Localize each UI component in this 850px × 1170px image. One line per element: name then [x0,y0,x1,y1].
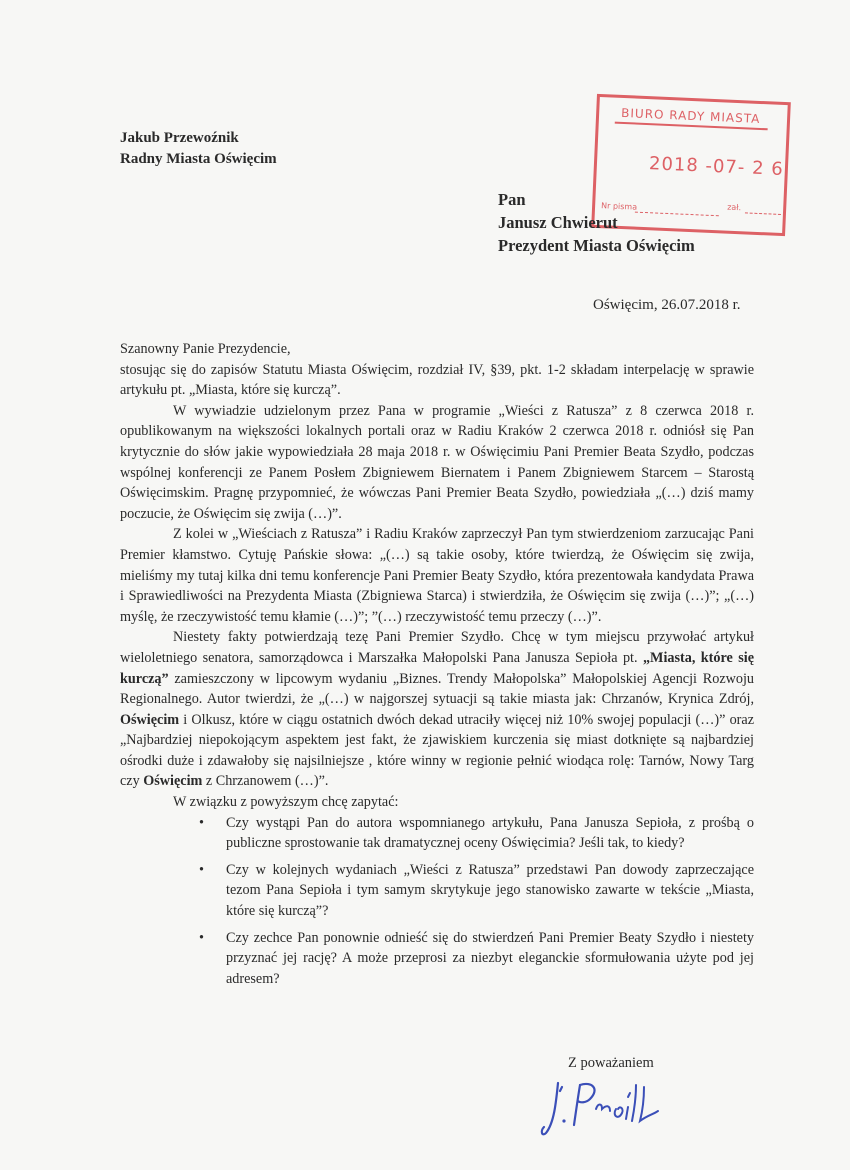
city-name-bold: Oświęcim [143,773,203,790]
stamp-zal-label: zał. [727,202,742,213]
place-date: Oświęcim, 26.07.2018 r. [593,297,741,313]
sender-block [120,128,277,170]
paragraph-4-part-a: Niestety fakty potwierdzają tezę Pani Premier Szydło. Chcę w tym miejscu przywołać artykuł wieloletniego senatora, samorządowca i Marszałka Małopolski Pana Janusza Sepioła pt. [120,629,754,666]
questions-list [120,813,754,990]
recipient-salutation: Pan [498,190,526,209]
city-name-bold: Oświęcim [120,711,180,728]
stamp-nr-label: Nr pisma [600,201,638,212]
closing: Z poważaniem [568,1055,654,1071]
article-title-bold: „Miasta, które się kurczą” [120,649,754,687]
paragraph-1: stosując się do zapisów Statutu Miasta Oświęcim, rozdział IV, §39, pkt. 1-2 składam interpelację w sprawie artykułu pt. „Miasta, które się kurczą”. [120,361,754,399]
paragraph-4-part-d: z Chrzanowem (…)”. [202,773,329,790]
question-item: • Czy w kolejnych wydaniach „Wieści z Ratusza” przedstawi Pan dowody zaprzeczające tezom Pana Sepioła i tym samym skrytykuje jego stanowisko zawarte w tekście „Miasta, które się kurczą”? [226,860,754,922]
paragraph-2: W wywiadzie udzielonym przez Pana w programie „Wieści z Ratusza” z 8 czerwca 2018 r. opublikowanym na większości lokalnych portali oraz w Radiu Kraków 2 czerwca 2018 r. odniósł się Pan krytycznie do słów jakie wypowiedziała 28 maja 2018 r. w Oświęcimiu Pani Premier Beata Szydło, podczas wspólnej konferencji ze Panem Posłem Zbigniewem Biernatem i Panem Zbigniewem Starcem – Starostą Oświęcimskim. Pragnę przypomnieć, że wówczas Pani Premier Beata Szydło, powiedziała „(…) dziś mamy poczucie, że Oświęcim się zwija (…)”. [120,402,754,522]
question-item: • Czy zechce Pan ponownie odnieść się do stwierdzeń Pani Premier Beaty Szydło i niestety przyznać jej rację? A może przeprosi za niezbyt eleganckie sformułowania użyte pod jej adresem? [226,928,754,990]
recipient-block [498,188,695,257]
greeting: Szanowny Panie Prezydencie, [120,341,291,357]
letter-body [120,339,754,995]
stamp-title: BIURO RADY MIASTA [620,105,761,126]
handwritten-signature [540,1075,690,1150]
paragraph-4-part-b: zamieszczony w lipcowym wydaniu „Biznes. Trendy Małopolska” Małopolskiej Agencji Rozwoju Regionalnego. Autor twierdzi, że „(…) w najgorszej sytuacji są takie miasta jak: Chrzanów, Krynica Zdrój, [120,670,754,708]
recipient-title: Prezydent Miasta Oświęcim [498,236,695,255]
stamp-date: 2018 -07- 2 6 [648,153,785,181]
recipient-name: Janusz Chwierut [498,213,618,232]
paragraph-4-part-c: i Olkusz, które w ciągu ostatnich dwóch dekad utraciły więcej niż 10% swojej populacji (…)” oraz „Najbardziej niepokojącym aspektem jest fakt, że zjawiskiem kurczenia się miast dotknięte są najbardziej ośrodki duże i zdawałoby się najsilniejsze , które winny w regionie pełnić wiodąca rolę: Tarnów, Nowy Targ czy [120,711,754,790]
stamp-zal-line [745,212,781,215]
paragraph-4 [120,627,754,792]
paragraph-3: Z kolei w „Wieściach z Ratusza” i Radiu Kraków zaprzeczył Pan tym stwierdzeniom zarzucając Pani Premier kłamstwo. Cytuję Pańskie słowa: „(…) są takie osoby, które twierdzą, że Oświęcim się zwija, mieliśmy my tutaj kilka dni temu konferencje Pani Premier Beaty Szydło, która prezentowała kandydata Prawa i Sprawiedliwości na Prezydenta Miasta (Zbigniewa Starca) i stwierdziła, że Oświęcim się zwija (…)”; „(…) myślę, że rzeczywistość temu kłamie (…)”; ”(…) rzeczywistość temu przeczy (…)”. [120,526,754,625]
sender-title: Radny Miasta Oświęcim [120,151,277,167]
paragraph-5: W związku z powyższym chcę zapytać: [173,794,399,811]
sender-name: Jakub Przewoźnik [120,130,239,146]
question-item: • Czy wystąpi Pan do autora wspomnianego artykułu, Pana Janusza Sepioła, z prośbą o publiczne sprostowanie tak dramatycznej oceny Oświęcimia? Jeśli tak, to kiedy? [226,813,754,854]
